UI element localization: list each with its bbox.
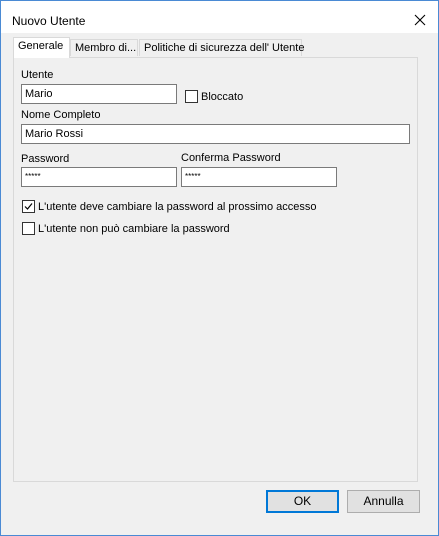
username-label: Utente — [21, 69, 54, 81]
must-change-password-label[interactable]: L'utente deve cambiare la password al prossimo accesso — [38, 201, 317, 213]
confirm-password-label: Conferma Password — [181, 152, 281, 164]
tab-generale[interactable]: Generale — [13, 37, 70, 58]
username-field[interactable]: Mario — [21, 84, 177, 104]
locked-label[interactable]: Bloccato — [201, 91, 244, 103]
close-icon — [414, 14, 426, 26]
must-change-password-checkbox[interactable] — [22, 200, 35, 213]
checkmark-icon — [24, 202, 33, 211]
tab-membro-di[interactable]: Membro di... — [70, 39, 138, 56]
password-field[interactable]: ***** — [21, 167, 177, 187]
tab-politiche-sicurezza[interactable]: Politiche di sicurezza dell' Utente — [139, 39, 302, 56]
fullname-label: Nome Completo — [21, 109, 101, 121]
password-label: Password — [21, 153, 70, 165]
ok-button[interactable]: OK — [266, 490, 339, 513]
cannot-change-password-checkbox[interactable] — [22, 222, 35, 235]
confirm-password-field[interactable]: ***** — [181, 167, 337, 187]
tab-panel-generale — [13, 57, 418, 482]
close-button[interactable] — [408, 9, 432, 31]
cancel-button[interactable]: Annulla — [347, 490, 420, 513]
fullname-field[interactable]: Mario Rossi — [21, 124, 410, 144]
cannot-change-password-label[interactable]: L'utente non può cambiare la password — [38, 223, 230, 235]
locked-checkbox[interactable] — [185, 90, 198, 103]
window-title: Nuovo Utente — [12, 14, 86, 28]
title-bar — [1, 1, 438, 33]
